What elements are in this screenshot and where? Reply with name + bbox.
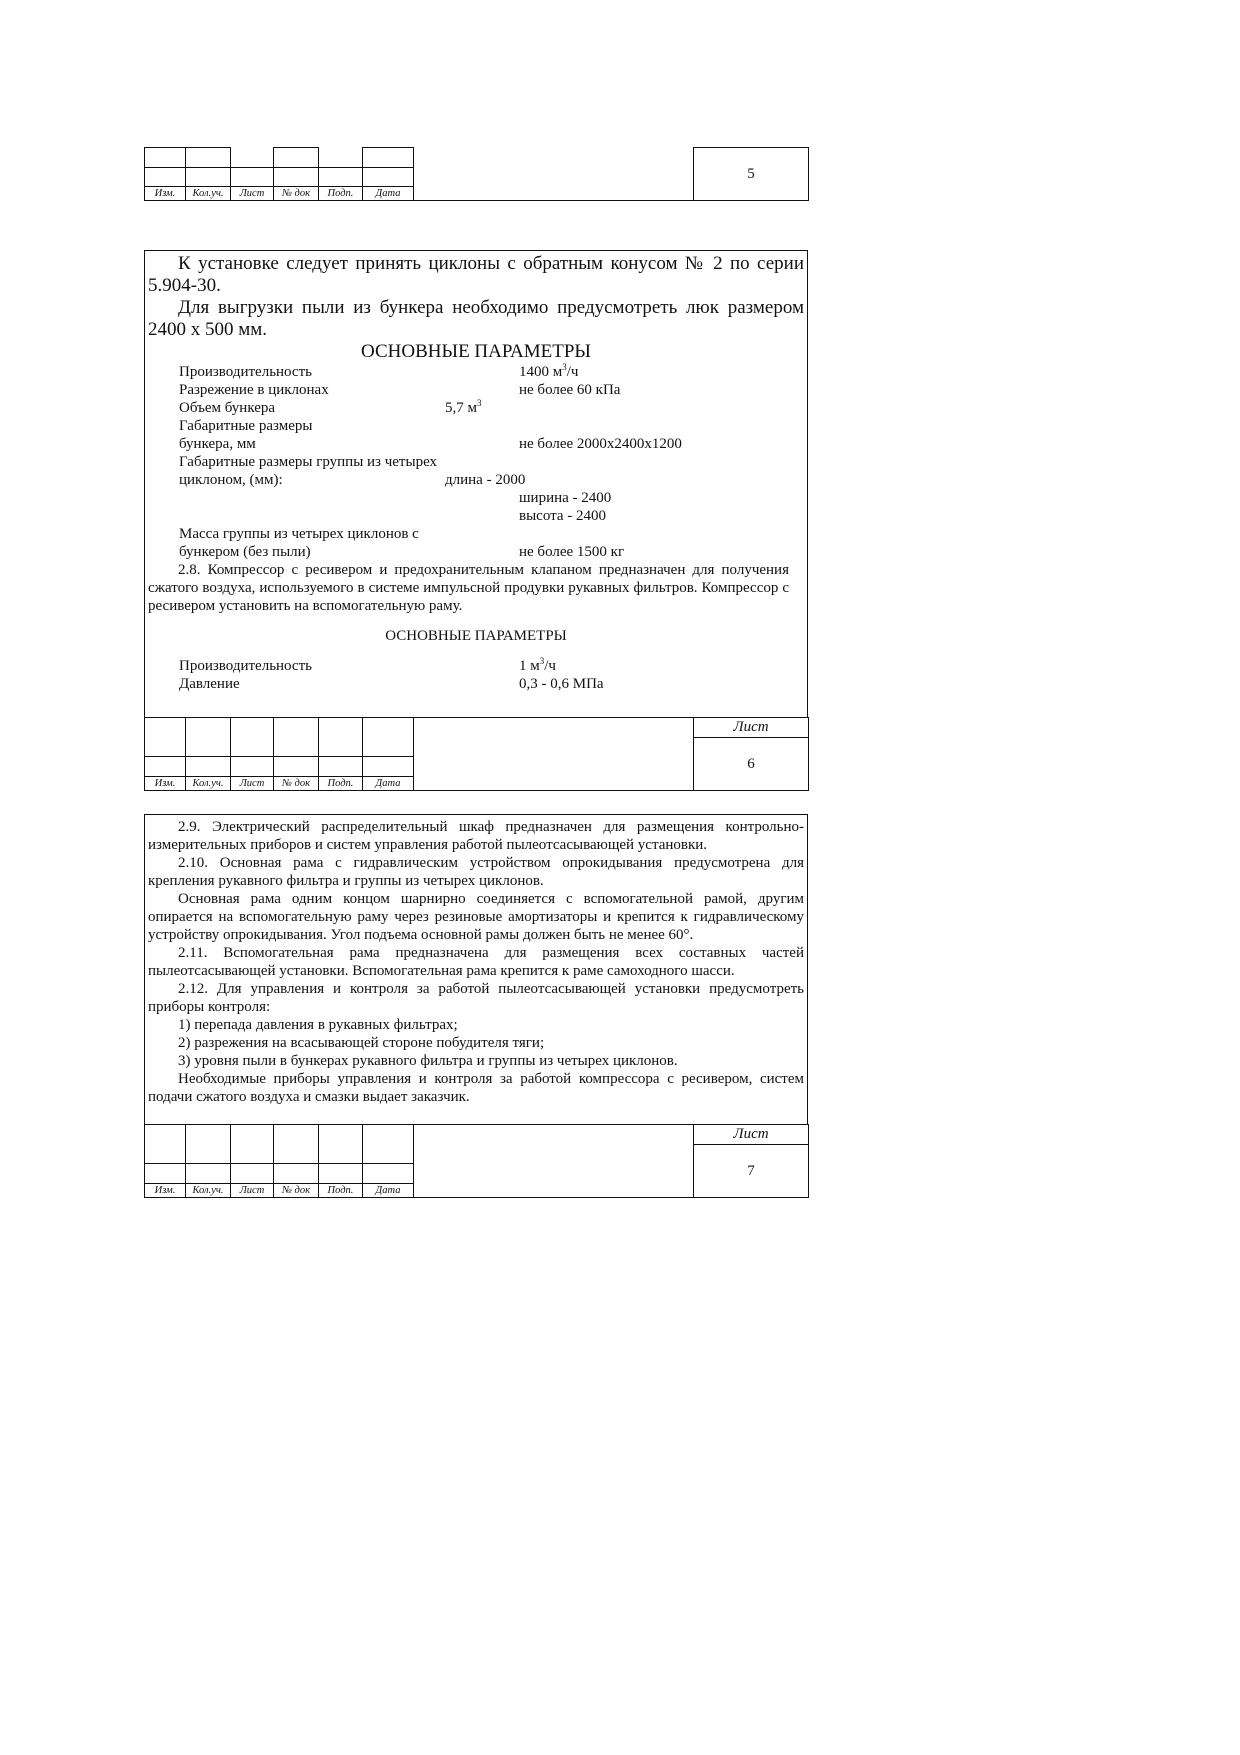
list-item: 1) перепада давления в рукавных фильтрах; <box>178 1017 458 1033</box>
param-label: бункера, мм <box>179 436 256 452</box>
param-label: Габаритные размеры <box>179 418 313 434</box>
stamp-label-kol-uch: Кол.уч. <box>186 187 231 201</box>
section-heading: ОСНОВНЫЕ ПАРАМЕТРЫ <box>385 628 567 644</box>
stamp-label-izm: Изм. <box>145 187 186 201</box>
stamp-label-podp: Подп. <box>319 1184 363 1198</box>
sheet-6-body <box>144 250 808 718</box>
stamp-label-podp: Подп. <box>319 187 363 201</box>
param-value: не более 1500 кг <box>519 544 625 560</box>
param-label: Объем бункера <box>179 400 276 416</box>
page-number: 5 <box>694 148 809 201</box>
param-value: не более 60 кПа <box>519 382 621 398</box>
param-value: 1400 $м^3/ч$ <box>519 362 579 380</box>
param-label: Разрежение в циклонах <box>179 382 329 398</box>
param-label: бункером (без пыли) <box>179 544 311 560</box>
paragraph: К установке следует принять циклоны с обратным конусом № 2 по серии 5.904-30. <box>148 253 804 296</box>
stamp-label-izm: Изм. <box>145 1184 186 1198</box>
paragraph-list <box>145 815 807 1106</box>
sheet-7-body <box>144 814 808 1124</box>
stamp-label-date: Дата <box>363 187 414 201</box>
stamp-label-kol-uch: Кол.уч. <box>186 1184 231 1198</box>
sheet-label: Лист <box>694 718 809 738</box>
paragraph: 2.12. Для управления и контроля за работой пылеотсасывающей установки предусмотреть приборы контроля: <box>148 981 804 1015</box>
stamp-label-list: Лист <box>231 777 274 791</box>
param-label: Масса группы из четырех циклонов с <box>179 526 419 542</box>
paragraph: 2.8. Компрессор с ресивером и предохранительным клапаном предназначен для получения сжатого воздуха, используемого в системе импульсной продувки рукавных фильтров. Компрессор с ресивером установить на вспомогательную раму. <box>148 562 789 614</box>
stamp-label-izm: Изм. <box>145 777 186 791</box>
param-label: Производительность <box>179 364 312 380</box>
sheet-label: Лист <box>694 1125 809 1145</box>
param-label: циклоном, (мм): <box>179 472 283 488</box>
stamp-label-kol-uch: Кол.уч. <box>186 777 231 791</box>
list-item: 3) уровня пыли в бункерах рукавного фильтра и группы из четырех циклонов. <box>178 1053 678 1069</box>
stamp-label-doc-no: № док <box>274 777 319 791</box>
param-value: длина - 2000 <box>445 472 526 488</box>
title-block-page-5 <box>144 147 809 201</box>
stamp-label-date: Дата <box>363 777 414 791</box>
paragraph: Для выгрузки пыли из бункера необходимо предусмотреть люк размером 2400 х 500 мм. <box>148 297 804 340</box>
param-label: Габаритные размеры группы из четырех <box>179 454 438 470</box>
stamp-label-doc-no: № док <box>274 1184 319 1198</box>
param-value: не более 2000x2400x1200 <box>519 436 682 452</box>
paragraph: 2.11. Вспомогательная рама предназначена для размещения всех составных частей пылеотсасывающей установки. Вспомогательная рама крепится к раме самоходного шасси. <box>148 945 804 979</box>
section-heading: ОСНОВНЫЕ ПАРАМЕТРЫ <box>361 341 591 362</box>
paragraph: Основная рама одним концом шарнирно соединяется с вспомогательной рамой, другим опирается на вспомогательную раму через резиновые амортизаторы и крепится к гидравлическому устройству опрокидывания. Угол подъема основной рамы должен быть не менее 60°. <box>148 891 804 943</box>
stamp-label-podp: Подп. <box>319 777 363 791</box>
list-item: 2) разрежения на всасывающей стороне побудителя тяги; <box>178 1035 545 1051</box>
paragraph: 2.10. Основная рама с гидравлическим устройством опрокидывания предусмотрена для крепления рукавного фильтра и группы из четырех циклонов. <box>148 855 804 889</box>
title-block-page-7 <box>144 1124 809 1198</box>
param-label: Давление <box>179 676 240 692</box>
page-number: 6 <box>694 738 809 791</box>
paragraph: 2.9. Электрический распределительный шкаф предназначен для размещения контрольно-измерительных приборов и систем управления работой пылеотсасывающей установки. <box>148 819 804 853</box>
paragraph: Необходимые приборы управления и контроля за работой компрессора с ресивером, систем подачи сжатого воздуха и смазки выдает заказчик. <box>148 1071 804 1105</box>
param-label: Производительность <box>179 658 312 674</box>
page-number: 7 <box>694 1145 809 1198</box>
stamp-label-list: Лист <box>231 1184 274 1198</box>
param-value: 1 $м^3/ч$ <box>519 656 556 674</box>
title-block-page-6 <box>144 717 809 791</box>
parameters-list <box>145 657 807 693</box>
stamp-label-doc-no: № док <box>274 187 319 201</box>
param-value: 5,7 $м^3$ <box>445 398 482 416</box>
param-value: ширина - 2400 <box>519 490 612 506</box>
param-value: высота - 2400 <box>519 508 607 524</box>
parameters-list <box>145 363 807 561</box>
stamp-label-list: Лист <box>231 187 274 201</box>
stamp-label-date: Дата <box>363 1184 414 1198</box>
param-value: 0,3 - 0,6 МПа <box>519 676 604 692</box>
